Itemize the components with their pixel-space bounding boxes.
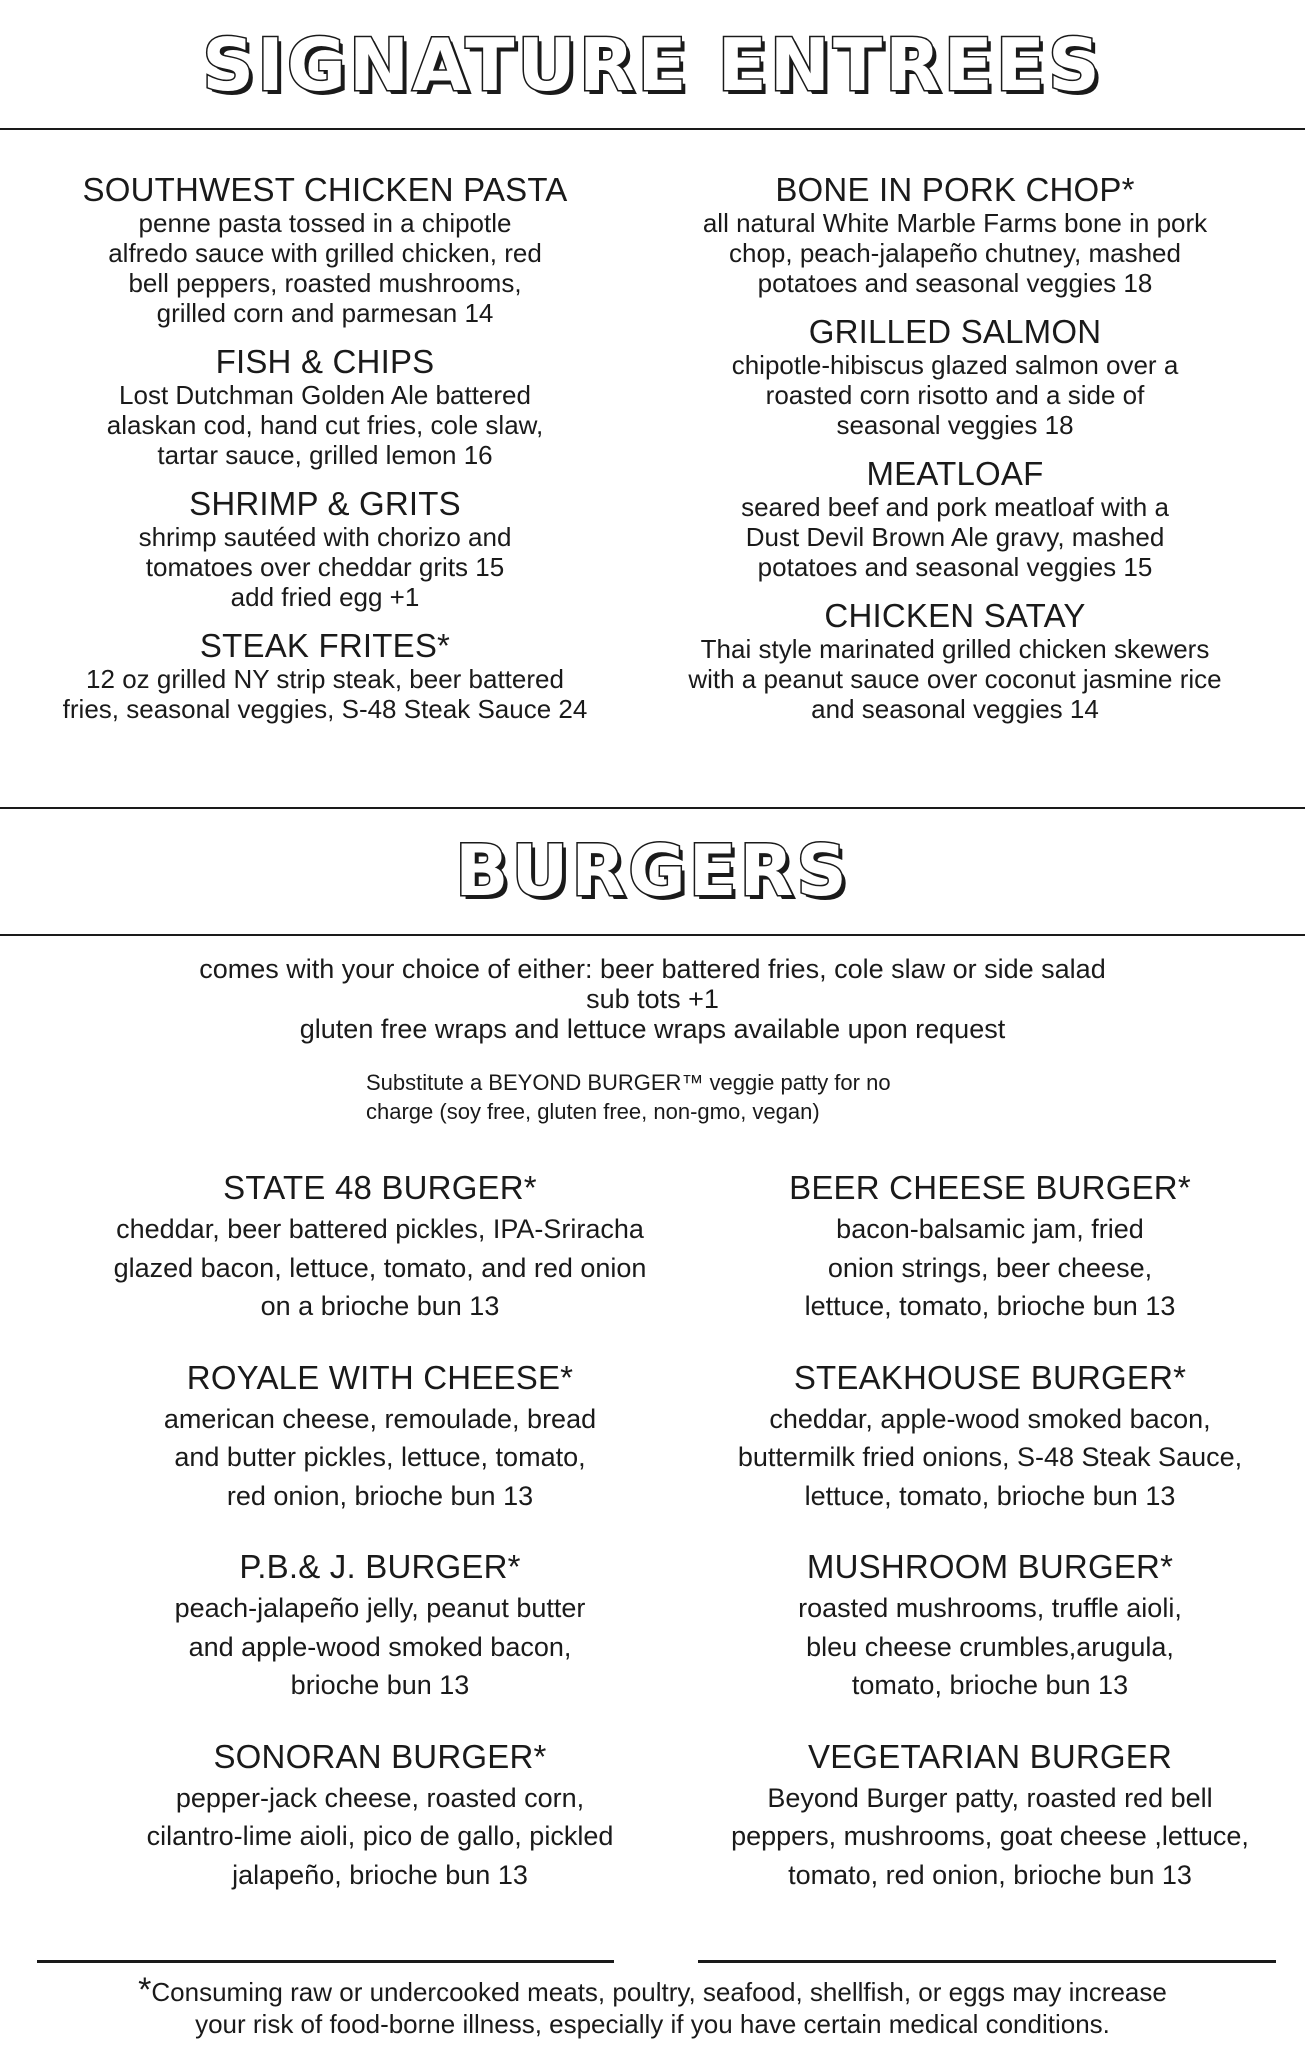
footer-divider-right xyxy=(698,1960,1276,1963)
entrees-title: SIGNATURE ENTREES xyxy=(202,23,1103,107)
menu-item-name: VEGETARIAN BURGER xyxy=(807,1737,1172,1775)
menu-item-description: red onion, brioche bun 13 xyxy=(226,1480,534,1511)
menu-item-name: STEAKHOUSE BURGER* xyxy=(793,1358,1187,1396)
menu-item-description: Thai style marinated grilled chicken skewers xyxy=(700,634,1210,664)
menu-item-name: P.B.& J. BURGER* xyxy=(239,1548,521,1585)
menu-item-description: with a peanut sauce over coconut jasmine rice xyxy=(688,664,1222,694)
menu-item-description: shrimp sautéed with chorizo and xyxy=(138,522,512,552)
burgers-intro-line: gluten free wraps and lettuce wraps available upon request xyxy=(299,1014,1006,1044)
menu-item-description: chop, peach-jalapeño chutney, mashed xyxy=(729,238,1181,268)
menu-item xyxy=(660,456,1250,582)
menu-item-description: all natural White Marble Farms bone in pork xyxy=(702,208,1208,238)
menu-item xyxy=(40,344,610,470)
menu-item-description: alaskan cod, hand cut fries, cole slaw, xyxy=(106,410,544,440)
burgers-intro-line: sub tots +1 xyxy=(586,984,719,1014)
menu-item-description: and apple-wood smoked bacon, xyxy=(188,1631,572,1662)
disclaimer-line-2: your risk of food-borne illness, especially if you have certain medical conditions. xyxy=(195,2009,1110,2039)
entrees-left-column xyxy=(40,172,610,740)
menu-item-description: Beyond Burger patty, roasted red bell xyxy=(767,1782,1213,1813)
menu-item-name: BONE IN PORK CHOP* xyxy=(775,171,1135,208)
menu-item-description: seasonal veggies 18 xyxy=(836,410,1074,440)
menu-item-description: grilled corn and parmesan 14 xyxy=(156,298,494,328)
menu-item xyxy=(705,1739,1275,1895)
menu-item-description: Lost Dutchman Golden Ale battered xyxy=(119,380,531,410)
menu-item-name: CHICKEN SATAY xyxy=(824,597,1086,634)
menu-item-description: chipotle-hibiscus glazed salmon over a xyxy=(731,350,1179,380)
burgers-intro xyxy=(0,954,1305,1044)
menu-item xyxy=(660,172,1250,298)
menu-item-description: add fried egg +1 xyxy=(230,582,420,612)
menu-item xyxy=(705,1360,1275,1516)
menu-item-description: cheddar, beer battered pickles, IPA-Sriracha xyxy=(116,1214,644,1244)
menu-item-description: bell peppers, roasted mushrooms, xyxy=(128,268,522,298)
menu-item-description: american cheese, remoulade, bread xyxy=(163,1403,597,1434)
menu-item xyxy=(40,172,610,328)
menu-item-name: MEATLOAF xyxy=(866,455,1044,492)
menu-item-description: brioche bun 13 xyxy=(290,1670,470,1700)
menu-item-description: alfredo sauce with grilled chicken, red xyxy=(108,238,542,268)
menu-item-description: potatoes and seasonal veggies 18 xyxy=(757,268,1153,298)
disclaimer-line-1: Consuming raw or undercooked meats, poultry, seafood, shellfish, or eggs may increase xyxy=(151,1977,1167,2007)
menu-item xyxy=(40,628,610,724)
menu-item-name: STEAK FRITES* xyxy=(199,627,451,664)
menu-item-description: penne pasta tossed in a chipotle xyxy=(138,208,512,238)
menu-item xyxy=(705,1170,1275,1326)
substitute-line: charge (soy free, gluten free, non-gmo, vegan) xyxy=(366,1099,820,1124)
menu-item-name: BEER CHEESE BURGER* xyxy=(789,1169,1191,1206)
menu-item-description: jalapeño, brioche bun 13 xyxy=(232,1859,528,1890)
menu-item-description: and butter pickles, lettuce, tomato, xyxy=(174,1442,586,1472)
menu-item-name: MUSHROOM BURGER* xyxy=(806,1548,1174,1585)
beyond-substitute-note xyxy=(366,1068,966,1126)
menu-item-description: potatoes and seasonal veggies 15 xyxy=(757,552,1153,582)
menu-item-description: tomatoes over cheddar grits 15 xyxy=(145,552,505,582)
burgers-title-divider xyxy=(0,934,1305,936)
menu-item-name: GRILLED SALMON xyxy=(808,313,1102,350)
menu-item-description: roasted corn risotto and a side of xyxy=(765,380,1145,410)
menu-item xyxy=(70,1360,690,1516)
menu-item-description: fries, seasonal veggies, S-48 Steak Sauce 24 xyxy=(62,694,588,724)
menu-item-description: cheddar, apple-wood smoked bacon, xyxy=(769,1403,1211,1434)
menu-item-description: buttermilk fried onions, S-48 Steak Sauce, xyxy=(737,1442,1243,1472)
menu-item-name: SONORAN BURGER* xyxy=(213,1737,547,1775)
menu-item xyxy=(40,486,610,612)
menu-item-description: bleu cheese crumbles,arugula, xyxy=(806,1631,1174,1662)
entrees-bottom-divider xyxy=(0,807,1305,809)
menu-item xyxy=(660,314,1250,440)
substitute-line: Substitute a BEYOND BURGER™ veggie patty for no xyxy=(366,1070,891,1095)
footer-divider-left xyxy=(37,1960,614,1963)
menu-item-description: tomato, brioche bun 13 xyxy=(851,1670,1129,1700)
menu-item-description: on a brioche bun 13 xyxy=(260,1291,500,1321)
menu-item-name: FISH & CHIPS xyxy=(215,343,435,380)
burgers-left-column xyxy=(70,1170,690,1928)
menu-item-description: peach-jalapeño jelly, peanut butter xyxy=(174,1593,586,1623)
menu-item-description: cilantro-lime aioli, pico de gallo, pickled xyxy=(146,1821,614,1851)
menu-item xyxy=(660,598,1250,724)
menu-item xyxy=(705,1549,1275,1705)
menu-item-description: pepper-jack cheese, roasted corn, xyxy=(175,1782,585,1813)
menu-item-description: tomato, red onion, brioche bun 13 xyxy=(788,1859,1192,1890)
menu-item-description: seared beef and pork meatloaf with a xyxy=(741,492,1169,522)
burgers-title: BURGERS xyxy=(455,830,850,912)
menu-item-description: onion strings, beer cheese, xyxy=(827,1252,1153,1283)
menu-item-name: ROYALE WITH CHEESE* xyxy=(186,1358,574,1396)
burgers-intro-line: comes with your choice of either: beer battered fries, cole slaw or side salad xyxy=(199,954,1106,984)
menu-item-description: lettuce, tomato, brioche bun 13 xyxy=(804,1291,1176,1321)
entrees-title-divider xyxy=(0,128,1305,130)
menu-item-description: roasted mushrooms, truffle aioli, xyxy=(798,1593,1182,1623)
entrees-right-column xyxy=(660,172,1250,740)
menu-item-name: STATE 48 BURGER* xyxy=(223,1169,537,1206)
menu-item-description: bacon-balsamic jam, fried xyxy=(836,1214,1144,1244)
menu-item xyxy=(70,1549,690,1705)
menu-item-description: tartar sauce, grilled lemon 16 xyxy=(157,440,493,470)
menu-item-description: 12 oz grilled NY strip steak, beer battered xyxy=(86,664,564,694)
menu-item xyxy=(70,1170,690,1326)
menu-item-name: SHRIMP & GRITS xyxy=(189,485,461,522)
menu-item-description: Dust Devil Brown Ale gravy, mashed xyxy=(745,522,1165,552)
menu-item-description: glazed bacon, lettuce, tomato, and red onion xyxy=(113,1252,647,1283)
disclaimer-asterisk: * xyxy=(138,1971,152,2009)
menu-item xyxy=(70,1739,690,1895)
menu-item-name: SOUTHWEST CHICKEN PASTA xyxy=(82,171,568,208)
menu-item-description: lettuce, tomato, brioche bun 13 xyxy=(804,1480,1176,1511)
food-safety-disclaimer xyxy=(0,1971,1305,2040)
menu-item-description: peppers, mushrooms, goat cheese ,lettuce, xyxy=(731,1821,1249,1851)
menu-item-description: and seasonal veggies 14 xyxy=(811,694,1099,724)
burgers-right-column xyxy=(705,1170,1275,1928)
